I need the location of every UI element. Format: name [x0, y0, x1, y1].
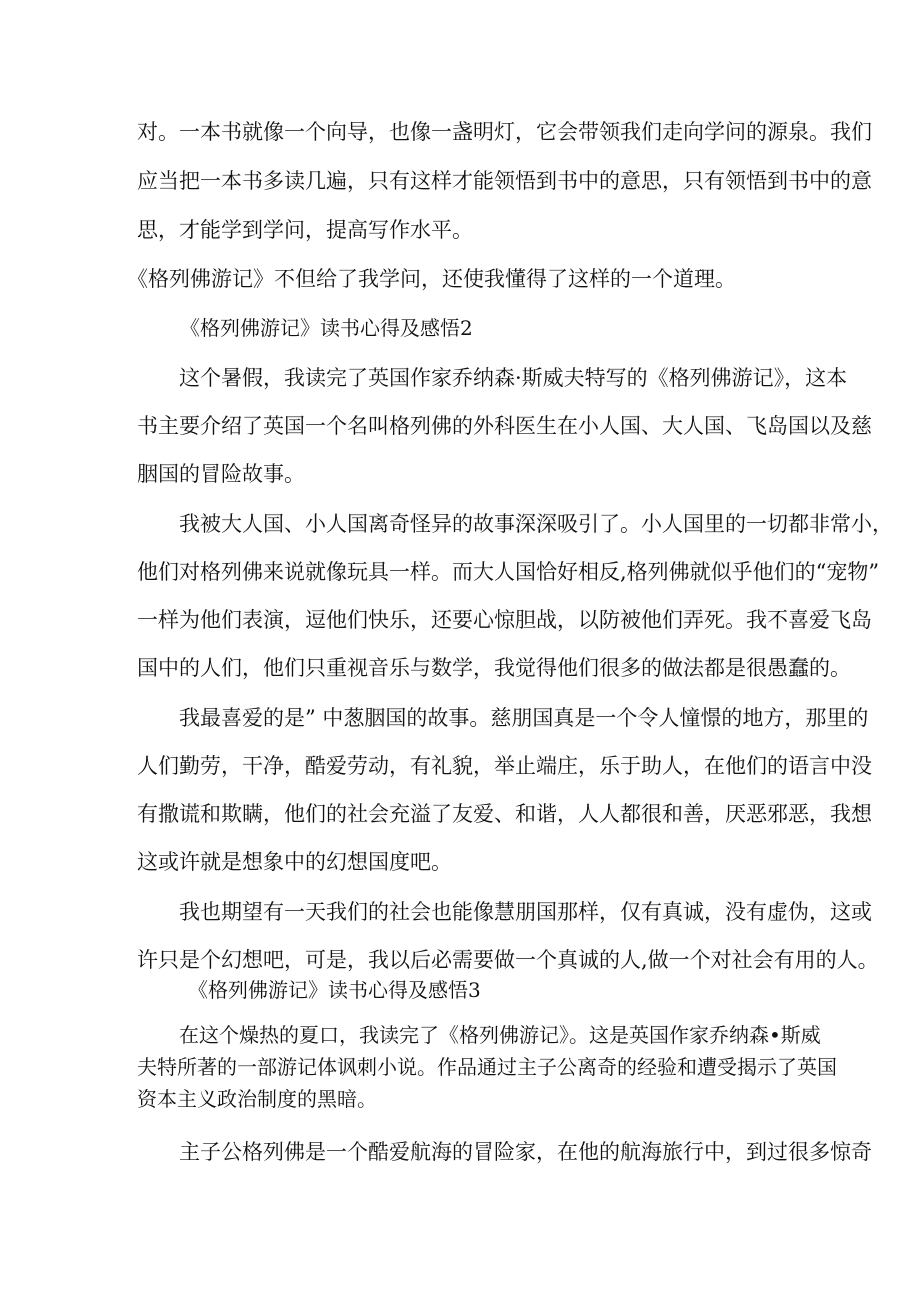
body-text-line: 这个暑假，我读完了英国作家乔纳森·斯威夫特写的《格列佛游记》，这本 — [179, 366, 848, 390]
body-text-line: 思，才能学到学问，提高写作水平。 — [137, 218, 473, 242]
section-heading: 《格列佛游记》读书心得及感悟2 — [180, 316, 473, 340]
body-text-line: 资本主义政治制度的黑暗。 — [137, 1087, 377, 1111]
section-heading: 《格列佛游记》读书心得及感悟3 — [188, 978, 481, 1002]
body-text-line: 在这个燥热的夏口，我读完了《格列佛游记》。这是英国作家乔纳森•斯威 — [179, 1023, 821, 1047]
body-text-line: 这或许就是想象中的幻想国度吧。 — [137, 850, 452, 874]
body-text-line: 我最喜爱的是” 中葱胭国的故事。慈朋国真是一个令人憧憬的地方，那里的 — [179, 706, 869, 730]
body-text-line: 我被大人国、小人国离奇怪异的故事深深吸引了。小人国里的一切都非常小， — [179, 512, 893, 536]
body-text-line: 《格列佛游记》不但给了我学问，还使我懂得了这样的一个道理。 — [127, 267, 736, 291]
body-text-line: 我也期望有一天我们的社会也能像慧朋国那样，仅有真诚，没有虚伪，这或 — [179, 900, 872, 924]
body-text-line: 对。一本书就像一个向导，也像一盏明灯，它会带领我们走向学问的源泉。我们 — [137, 120, 872, 144]
body-text-line: 有撒谎和欺瞒，他们的社会充溢了友爱、和谐，人人都很和善，厌恶邪恶，我想 — [137, 802, 872, 826]
body-text-line: 许只是个幻想吧，可是，我以后必需要做一个真诚的人,做一个对社会有用的人。 — [137, 948, 879, 972]
body-text-line: 一样为他们表演，逗他们快乐，还要心惊胆战，以防被他们弄死。我不喜爱飞岛 — [137, 608, 872, 632]
body-text-line: 应当把一本书多读几遍，只有这样才能领悟到书中的意思，只有领悟到书中的意 — [137, 169, 872, 193]
body-text-line: 主子公格列佛是一个酷爱航海的冒险家，在他的航海旅行中，到过很多惊奇 — [179, 1140, 872, 1164]
body-text-line: 人们勤劳，干净，酷爱劳动，有礼貌，举止端庄，乐于助人，在他们的语言中没 — [137, 754, 872, 778]
body-text-line: 胭国的冒险故事。 — [137, 462, 305, 486]
body-text-line: 国中的人们，他们只重视音乐与数学，我觉得他们很多的做法都是很愚蠢的。 — [137, 656, 851, 680]
body-text-line: 他们对格列佛来说就像玩具一样。而大人国恰好相反,格列佛就似乎他们的“宠物” — [137, 560, 880, 584]
body-text-line: 夫特所著的一部游记体讽刺小说。作品通过主子公离奇的经验和遭受揭示了英国 — [137, 1055, 837, 1079]
body-text-line: 书主要介绍了英国一个名叫格列佛的外科医生在小人国、大人国、飞岛国以及慈 — [137, 414, 872, 438]
